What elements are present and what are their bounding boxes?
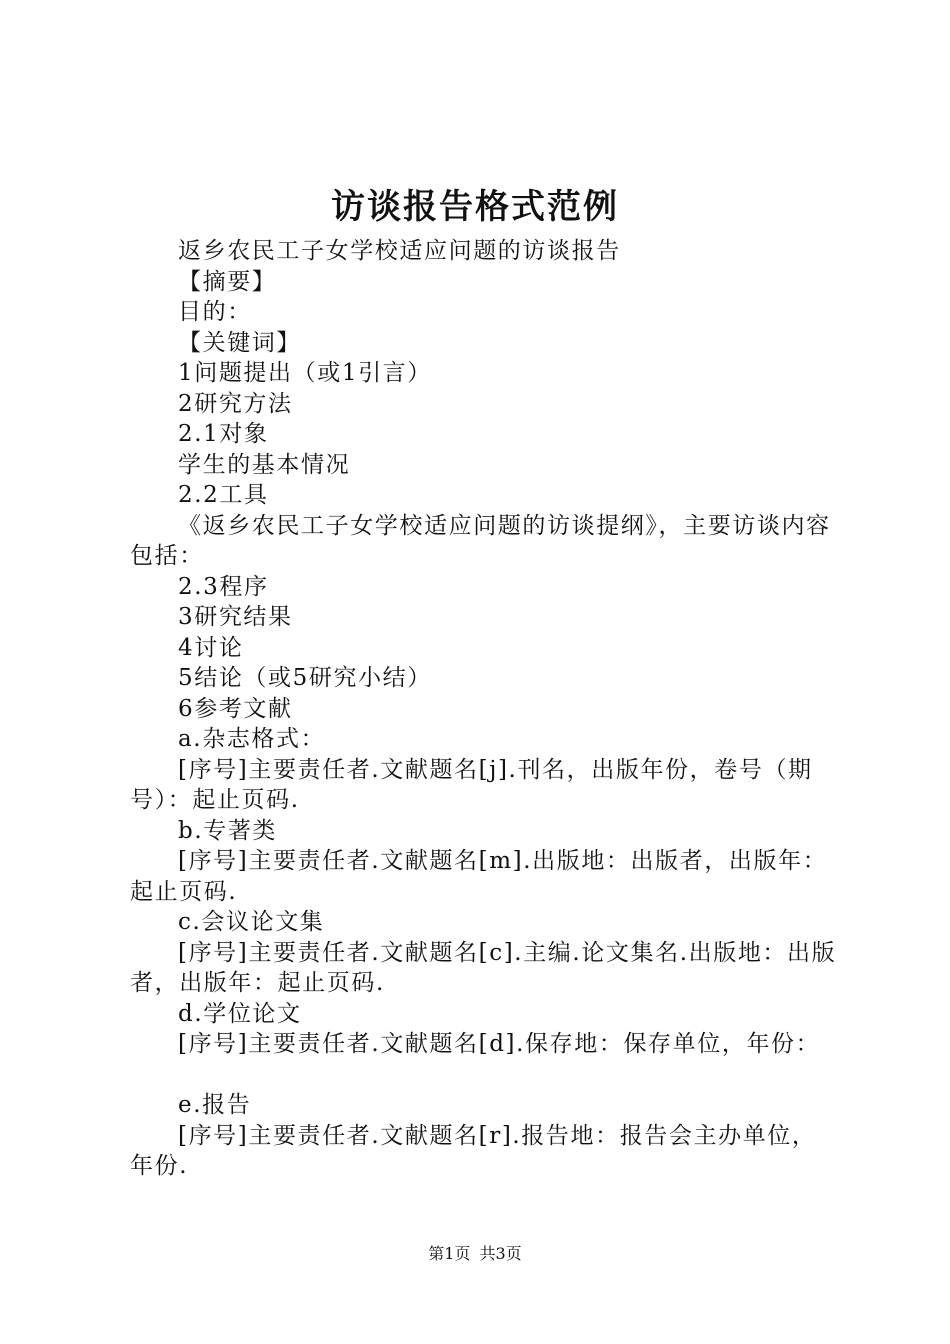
paragraph: 3研究结果	[178, 604, 293, 630]
paragraph: [序号]主要责任者.文献题名[j].刊名，出版年份，卷号（期号）：起止页码.	[130, 756, 813, 813]
paragraph: 【关键词】	[178, 329, 301, 356]
paragraph: a.杂志格式：	[178, 726, 326, 752]
paragraph: 2研究方法	[178, 390, 293, 417]
document-body	[130, 236, 840, 1182]
paragraph: [序号]主要责任者.文献题名[r].报告地：报告会主办单位，年份.	[130, 1122, 817, 1179]
paragraph: 5结论（或5研究小结）	[178, 665, 432, 691]
paragraph: b.专著类	[178, 817, 278, 844]
paragraph: [序号]主要责任者.文献题名[m].出版地：出版者，出版年：起止页码.	[130, 848, 828, 905]
paragraph: e.报告	[178, 1092, 252, 1118]
paragraph: 1问题提出（或1引言）	[178, 360, 432, 386]
paragraph: 【摘要】	[178, 268, 277, 295]
paragraph: 4讨论	[178, 634, 244, 661]
paragraph: [序号]主要责任者.文献题名[c].主编.论文集名.出版地：出版者，出版年：起止页码.	[130, 939, 837, 996]
paragraph: 6参考文献	[178, 695, 293, 722]
paragraph: 《返乡农民工子女学校适应问题的访谈提纲》，主要访谈内容包括：	[130, 512, 831, 569]
paragraph: [序号]主要责任者.文献题名[d].保存地：保存单位，年份：	[178, 1031, 821, 1057]
paragraph: 学生的基本情况	[178, 451, 351, 478]
paragraph: 2.1对象	[178, 421, 269, 447]
blank-line	[130, 1060, 840, 1091]
paragraph: d.学位论文	[178, 1000, 302, 1027]
paragraph: 返乡农民工子女学校适应问题的访谈报告	[178, 238, 621, 264]
paragraph: 目的：	[178, 299, 252, 325]
document-title: 访谈报告格式范例	[331, 187, 619, 227]
paragraph: 2.2工具	[178, 482, 269, 508]
paragraph: c.会议论文集	[178, 909, 325, 935]
page-number-footer: 第1页 共3页	[428, 1244, 522, 1263]
paragraph: 2.3程序	[178, 573, 269, 600]
